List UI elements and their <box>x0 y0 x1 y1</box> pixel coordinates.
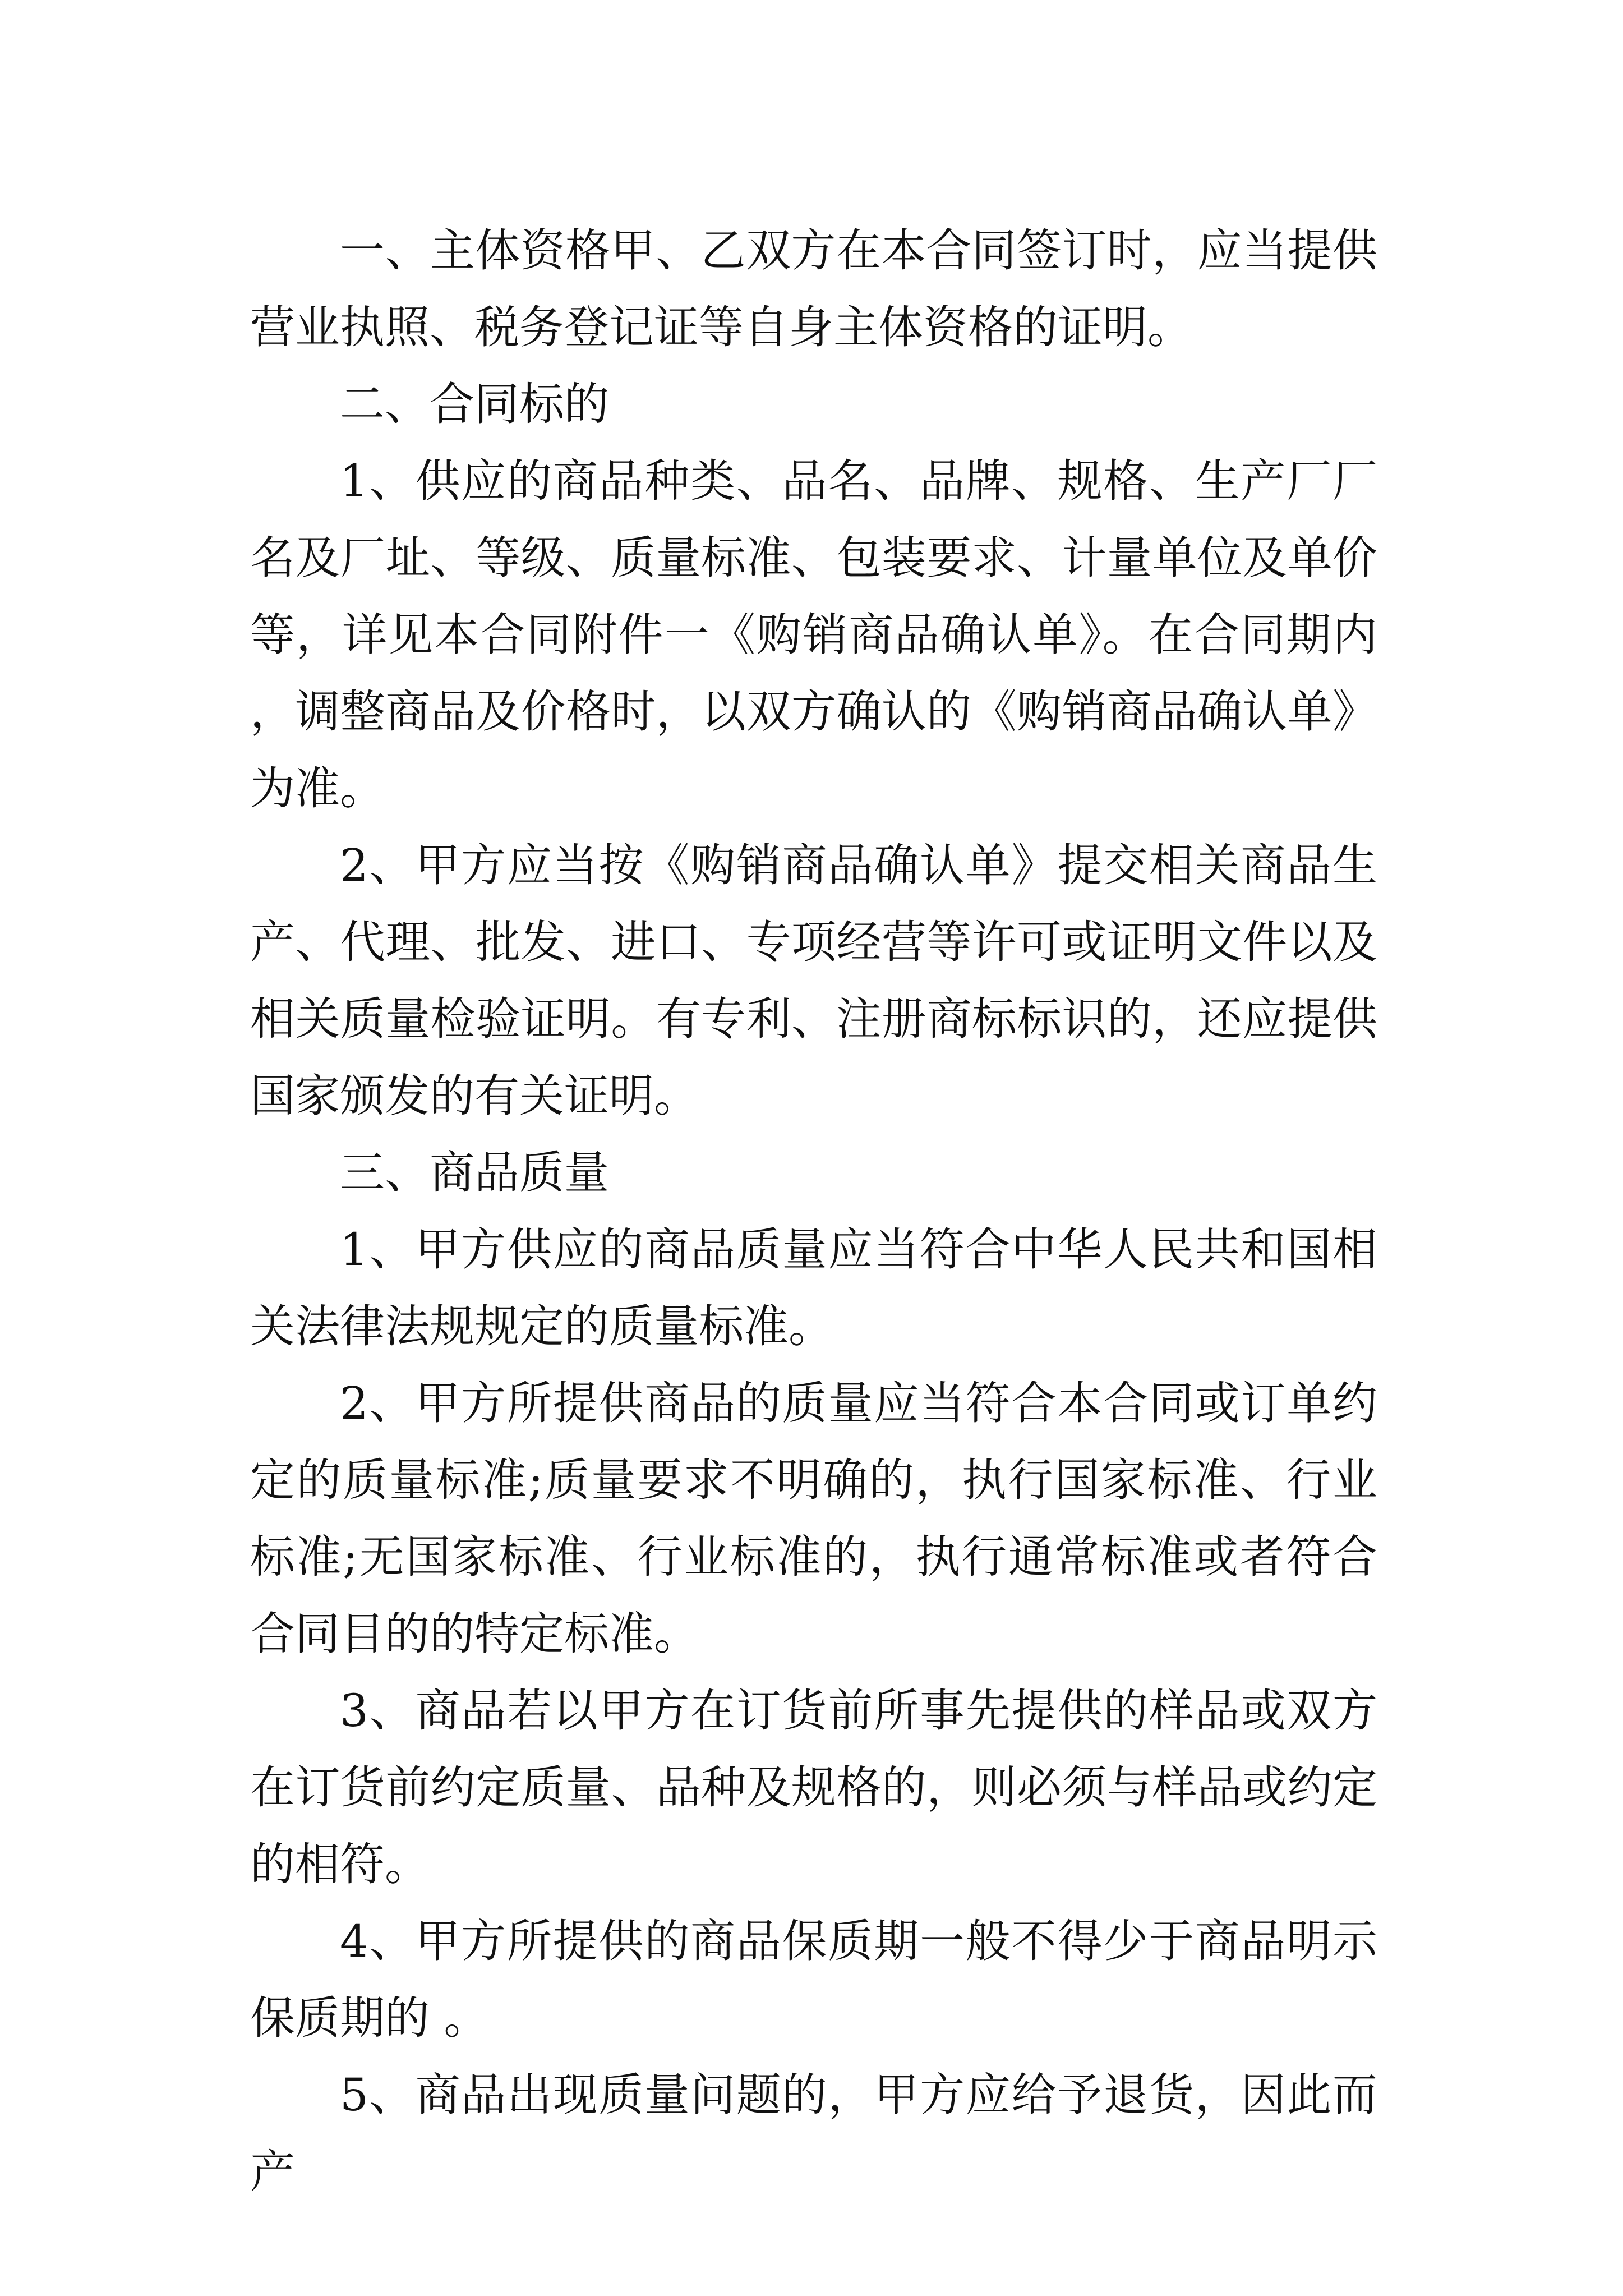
paragraph-quality-issue: 5、商品出现质量问题的，甲方应给予退货，因此而产 <box>250 2069 1377 2198</box>
paragraph-sample-conformity: 3、商品若以甲方在订货前所事先提供的样品或双方在订货前约定质量、品种及规格的，则必须与样品或约定的相符。 <box>250 1685 1377 1890</box>
paragraph-shelf-life: 4、甲方所提供的商品保质期一般不得少于商品明示保质期的 。 <box>250 1915 1377 2044</box>
paragraph-goods-supply: 1、供应的商品种类、品名、品牌、规格、生产厂厂名及厂址、等级、质量标准、包装要求、计量单位及单价等，详见本合同附件一《购销商品确认单》。在合同期内，调整商品及价格时，以双方确认的《购销商品确认单》为准。 <box>250 455 1377 815</box>
document-body <box>250 212 1377 2210</box>
heading-goods-quality: 三、商品质量 <box>340 1147 609 1199</box>
paragraph-quality-standard: 2、甲方所提供商品的质量应当符合本合同或订单约定的质量标准;质量要求不明确的，执行国家标准、行业标准;无国家标准、行业标准的，执行通常标准或者符合合同目的的特定标准。 <box>250 1377 1377 1660</box>
paragraph-subject-qualification: 一、主体资格甲、乙双方在本合同签订时，应当提供营业执照、税务登记证等自身主体资格的证明。 <box>250 224 1377 353</box>
paragraph-quality-law: 1、甲方供应的商品质量应当符合中华人民共和国相关法律法规规定的质量标准。 <box>250 1223 1377 1352</box>
paragraph-certification-documents: 2、甲方应当按《购销商品确认单》提交相关商品生产、代理、批发、进口、专项经营等许可或证明文件以及相关质量检验证明。有专利、注册商标标识的，还应提供国家颁发的有关证明。 <box>250 839 1377 1122</box>
heading-contract-subject: 二、合同标的 <box>340 378 609 430</box>
